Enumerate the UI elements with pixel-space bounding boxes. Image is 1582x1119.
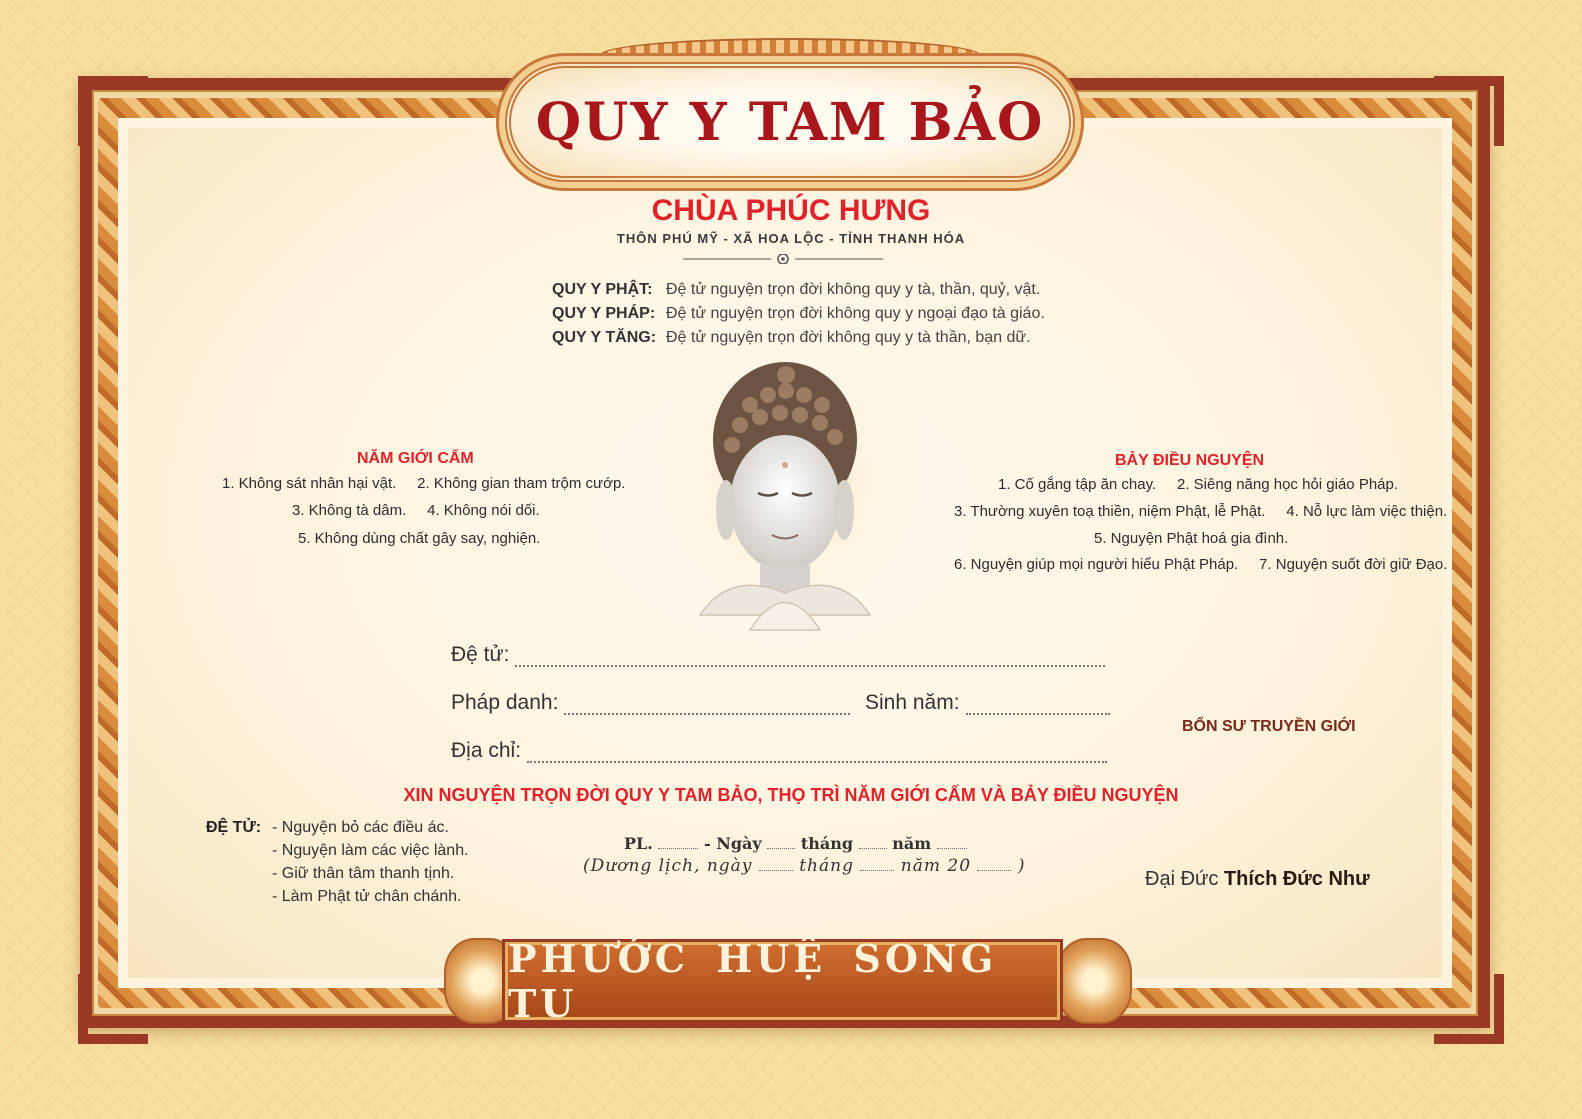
corner-ornament	[1434, 974, 1504, 1044]
precept-line: 5. Không dùng chất gây say, nghiện.	[298, 530, 541, 547]
motto-plaque	[505, 936, 1060, 1026]
title-plaque	[505, 62, 1075, 182]
buddha-illustration	[640, 345, 940, 645]
solar-calendar-date	[583, 856, 1025, 876]
disciple-label: ĐỆ TỬ:	[206, 819, 262, 836]
venerable-name: Thích Đức Như	[1223, 868, 1370, 890]
seven-vows-title: BẢY ĐIỀU NGUYỆN	[1115, 452, 1265, 469]
venerable-signature	[1145, 868, 1370, 891]
three-refuges	[552, 278, 1045, 350]
five-precepts-title: NĂM GIỚI CẤM	[357, 450, 474, 467]
certificate-title: QUY Y TAM BẢO	[535, 91, 1045, 153]
address-blank[interactable]	[527, 745, 1107, 763]
birth-year-field[interactable]	[865, 691, 1110, 715]
solar-open: (Dương lịch, ngày	[583, 856, 753, 876]
corner-ornament	[1434, 76, 1504, 146]
master-label: BỔN SƯ TRUYỀN GIỚI	[1182, 718, 1356, 735]
year-label: năm	[892, 834, 932, 853]
pl-blank[interactable]	[658, 837, 698, 849]
vow-line: 6. Nguyện giúp mọi người hiểu Phật Pháp. 7. Nguyện suốt đời giữ Đạo.	[954, 556, 1448, 573]
solar-month-label: tháng	[799, 856, 854, 876]
vow-line: 3. Thường xuyên toạ thiền, niệm Phật, lễ Phật. 4. Nỗ lực làm việc thiện.	[954, 503, 1448, 520]
refuge-label: QUY Y TĂNG:	[552, 329, 657, 346]
pl-label: PL.	[624, 834, 653, 853]
temple-name: CHÙA PHÚC HƯNG	[651, 194, 931, 227]
venerable-prefix: Đại Đức	[1145, 868, 1219, 890]
vow-statement: XIN NGUYỆN TRỌN ĐỜI QUY Y TAM BẢO, THỌ TRÌ NĂM GIỚI CẤM VÀ BẢY ĐIỀU NGUYỆN	[403, 785, 1179, 805]
disciple-name-field[interactable]	[451, 643, 1105, 667]
vow-line: 5. Nguyện Phật hoá gia đình.	[1094, 530, 1289, 547]
solar-year-label: năm 20	[900, 856, 972, 876]
temple-address: THÔN PHÚ MỸ - XÃ HOA LỘC - TỈNH THANH HÓA	[616, 231, 966, 246]
knot-ornament	[1056, 938, 1132, 1024]
month-blank[interactable]	[859, 837, 887, 849]
day-blank[interactable]	[767, 837, 795, 849]
address-label: Địa chỉ:	[451, 739, 522, 762]
birth-year-blank[interactable]	[966, 697, 1110, 715]
solar-close: )	[1017, 856, 1026, 876]
commitment-item: - Nguyện làm các việc lành.	[272, 842, 469, 859]
refuge-text: Đệ tử nguyện trọn đời không quy y tà, thần, quỷ, vật.	[666, 281, 1041, 298]
day-label: - Ngày	[704, 834, 762, 853]
solar-month-blank[interactable]	[860, 859, 894, 871]
commitment-item: - Làm Phật tử chân chánh.	[272, 888, 462, 905]
disciple-name-label: Đệ tử:	[451, 643, 510, 666]
precept-line: 3. Không tà dâm. 4. Không nói dối.	[292, 502, 540, 519]
motto-text: PHƯỚC HUỆ SONG TU	[508, 936, 998, 1026]
month-label: tháng	[800, 834, 854, 853]
buddhist-calendar-date	[624, 834, 967, 853]
dharma-name-label: Pháp danh:	[451, 691, 559, 714]
solar-year-blank[interactable]	[977, 859, 1011, 871]
solar-day-blank[interactable]	[759, 859, 793, 871]
commitment-item: - Nguyện bỏ các điều ác.	[272, 819, 449, 836]
refuge-text: Đệ tử nguyện trọn đời không quy y ngoại đạo tà giáo.	[666, 305, 1045, 322]
address-field[interactable]	[451, 739, 1107, 763]
dharma-name-field[interactable]	[451, 691, 850, 715]
year-blank[interactable]	[937, 837, 967, 849]
refuge-label: QUY Y PHẬT:	[552, 281, 653, 298]
corner-ornament	[78, 974, 148, 1044]
refuge-label: QUY Y PHÁP:	[552, 305, 656, 322]
precept-line: 1. Không sát nhân hại vật. 2. Không gian tham trộm cướp.	[222, 475, 626, 492]
dharma-name-blank[interactable]	[564, 697, 850, 715]
corner-ornament	[78, 76, 148, 146]
commitment-item: - Giữ thân tâm thanh tịnh.	[272, 865, 455, 882]
refuge-text: Đệ tử nguyện trọn đời không quy y tà thần, bạn dữ.	[666, 329, 1031, 346]
divider-ornament	[683, 254, 883, 264]
disciple-name-blank[interactable]	[515, 649, 1105, 667]
vow-line: 1. Cố gắng tập ăn chay. 2. Siêng năng học hỏi giáo Pháp.	[998, 476, 1399, 493]
disciple-commitments	[206, 816, 469, 908]
birth-year-label: Sinh năm:	[865, 691, 960, 714]
